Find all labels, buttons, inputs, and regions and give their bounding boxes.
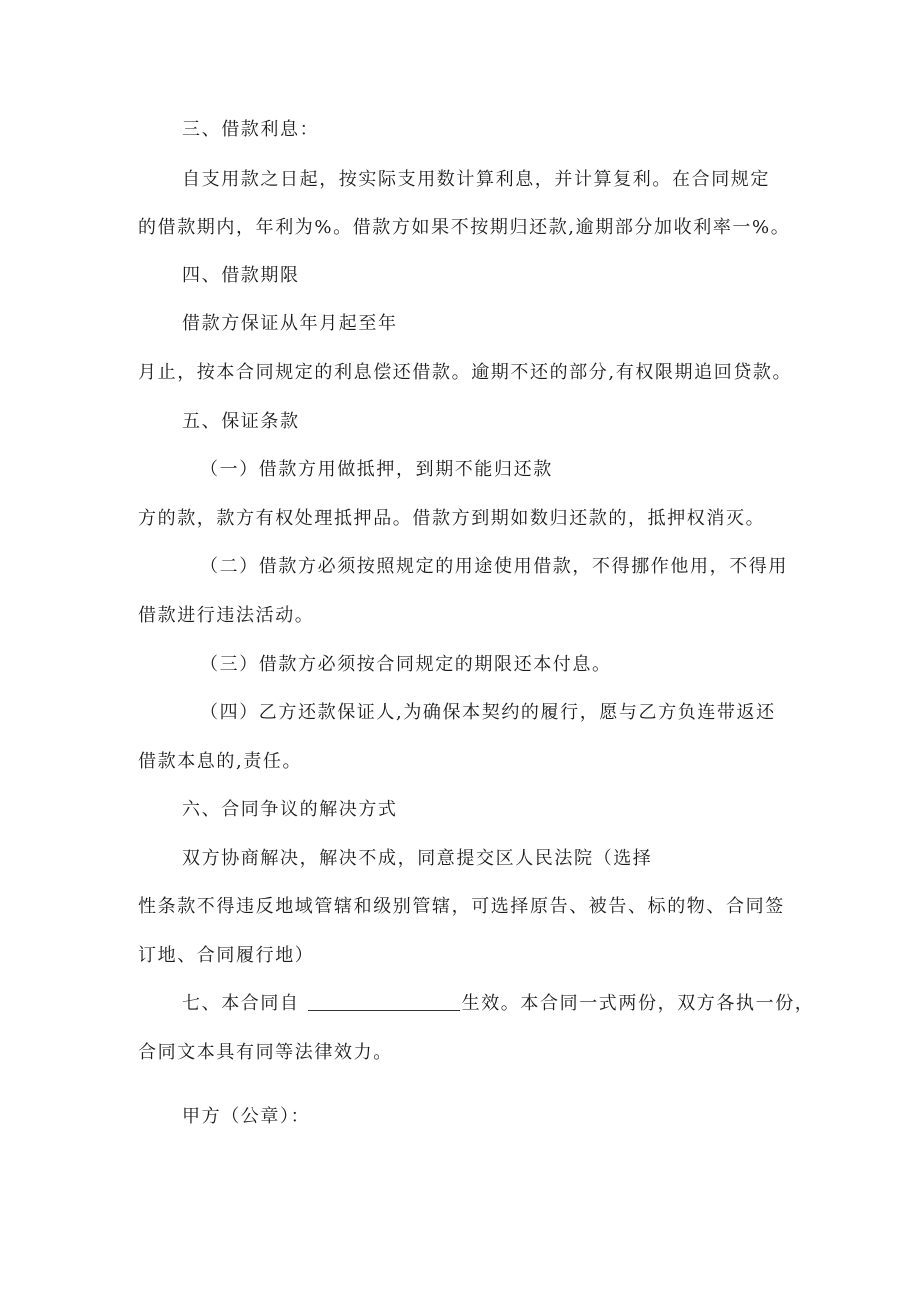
section-7-line [182,992,814,1016]
section-7-prefix: 七、本合同自 [182,993,300,1014]
section-7-text-line: 合同文本具有同等法律效力。 [138,1042,393,1063]
section-5-heading: 五、保证条款 [182,411,300,432]
section-6-text-line: 订地、合同履行地） [138,945,315,966]
section-3-text-line: 的借款期内，年利为%。借款方如果不按期归还款,逾期部分加收利率一%。 [138,217,791,238]
section-6-text-line: 双方协商解决，解决不成，同意提交区人民法院（选择 [182,848,653,869]
section-4-heading: 四、借款期限 [182,265,300,286]
clause-2-line: （二）借款方必须按照规定的用途使用借款，不得挪作他用，不得用 [200,556,788,577]
clause-2-line: 借款进行违法活动。 [138,605,315,626]
section-3-text-line: 自支用款之日起，按实际支用数计算利息，并计算复利。在合同规定 [182,169,770,190]
section-4-text-line: 月止，按本合同规定的利息偿还借款。逾期不还的部分,有权限期追回贷款。 [138,362,793,383]
section-6-text-line: 性条款不得违反地域管辖和级别管辖，可选择原告、被告、标的物、合同签 [138,896,785,917]
clause-3-line: （三）借款方必须按合同规定的期限还本付息。 [200,654,612,675]
section-4-text-line: 借款方保证从年月起至年 [182,313,398,334]
clause-1-line: （一）借款方用做抵押，到期不能归还款 [200,459,553,480]
section-3-heading: 三、借款利息： [182,119,320,140]
clause-4-line: （四）乙方还款保证人,为确保本契约的履行，愿与乙方负连带返还 [200,702,776,723]
party-a-seal-label: 甲方（公章）： [182,1106,311,1127]
clause-4-line: 借款本息的,责任。 [138,751,303,772]
clause-1-line: 方的款，款方有权处理抵押品。借款方到期如数归还款的，抵押权消灭。 [138,508,766,529]
effective-date-blank[interactable] [308,992,460,1011]
section-7-suffix: 生效。本合同一式两份，双方各执一份， [461,993,815,1014]
section-6-heading: 六、合同争议的解决方式 [182,799,398,820]
